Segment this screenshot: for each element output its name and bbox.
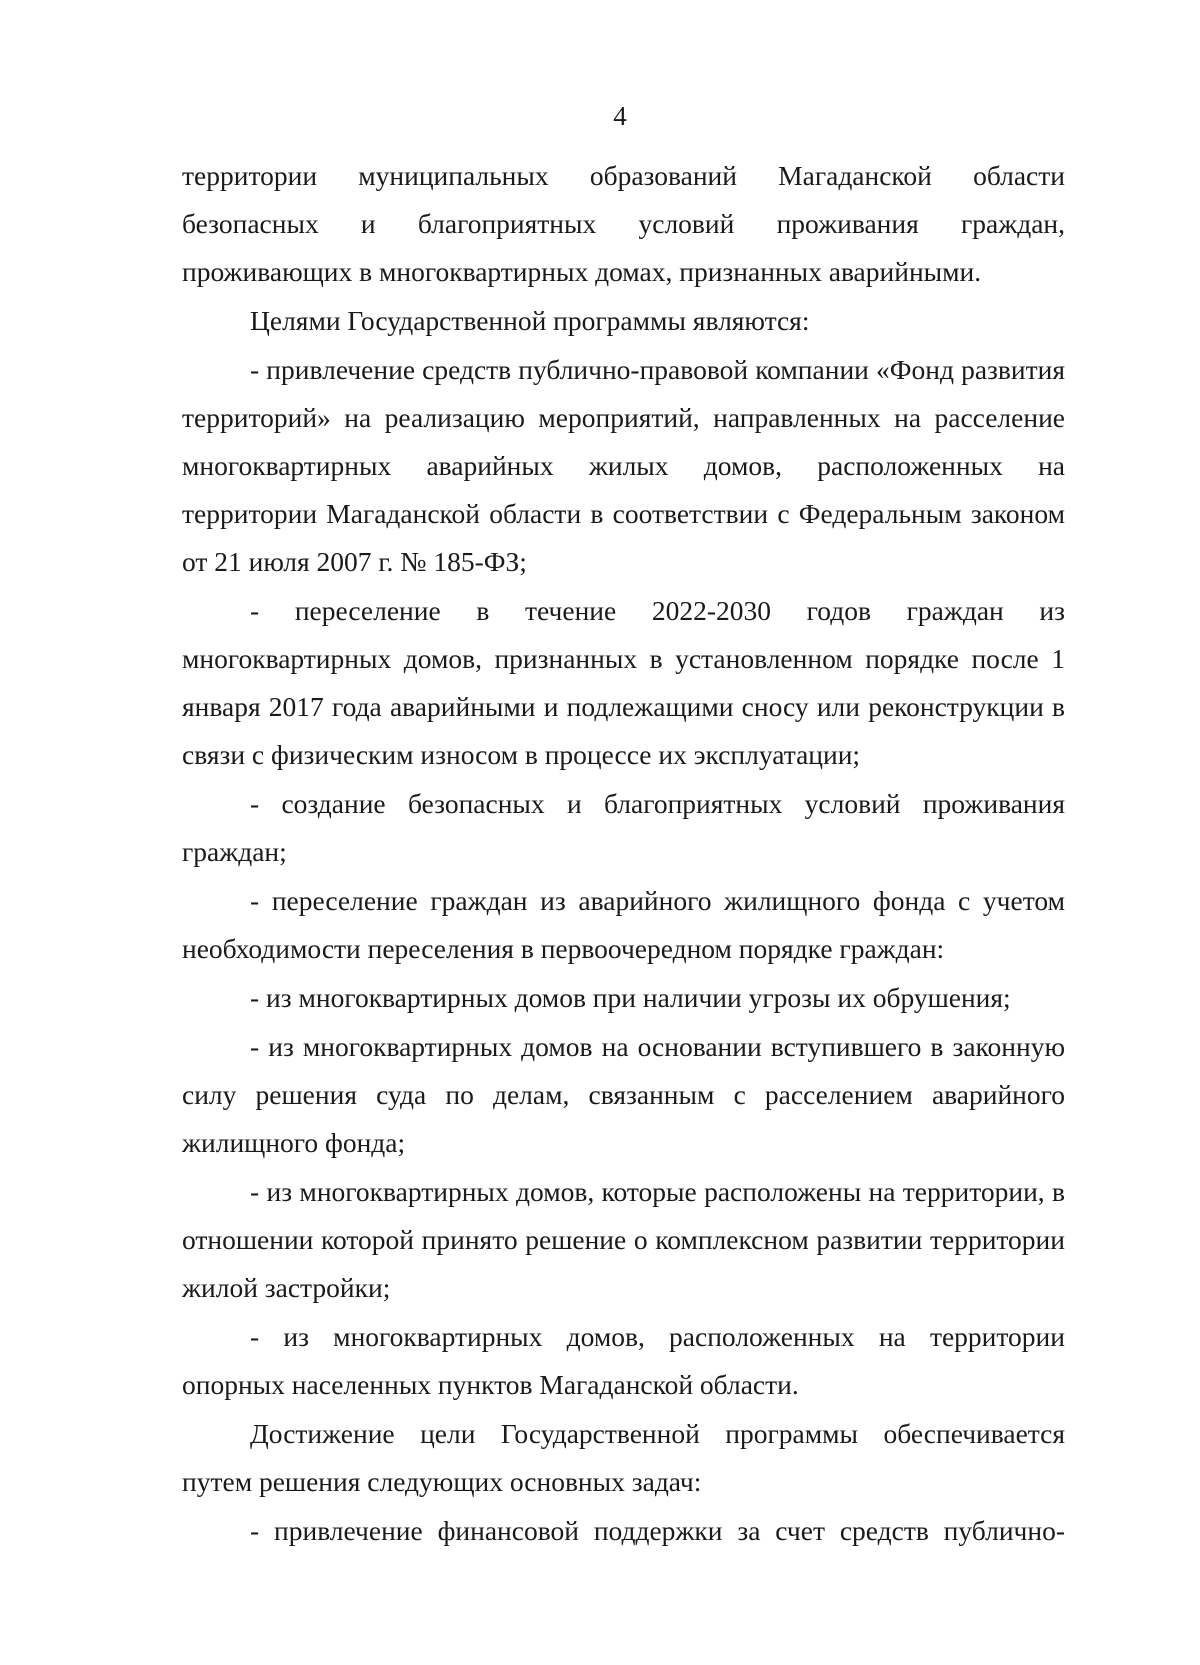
paragraph-task-financial-support: - привлечение финансовой поддержки за счет средств публично- [250, 1515, 1065, 1546]
list-item-complex-development: - из многоквартирных домов, которые расположены на территории, в отношении которой принято решение о комплексном развитии территории жилой застройки; [182, 1176, 1065, 1303]
paragraph-goal-fund: - привлечение средств публично-правовой компании «Фонд развития территорий» на реализацию мероприятий, направленных на расселение многоквартирных аварийных жилых домов, расположенных на территории Магаданской области в соответствии с Федеральным законом от 21 июля 2007 г. № 185-ФЗ; [182, 354, 1065, 577]
paragraph-goal-resettlement: - переселение в течение 2022-2030 годов граждан из многоквартирных домов, признанных в установленном порядке после 1 января 2017 года аварийными и подлежащими сносу или реконструкции в связи с физическим износом в процессе их эксплуатации; [182, 595, 1065, 770]
paragraph-goals-heading: Целями Государственной программы являются: [250, 305, 810, 336]
document-body [182, 152, 1065, 1556]
paragraph-goal-conditions: - создание безопасных и благоприятных условий проживания граждан; [182, 788, 1065, 867]
paragraph-continuation: территории муниципальных образований Магаданской области безопасных и благоприятных условий проживания граждан, проживающих в многоквартирных домах, признанных аварийными. [182, 160, 1065, 287]
list-item-support-settlements: - из многоквартирных домов, расположенных на территории опорных населенных пунктов Магаданской области. [182, 1321, 1065, 1400]
list-item-collapse-threat: - из многоквартирных домов при наличии угрозы их обрушения; [250, 982, 1011, 1013]
page-number: 4 [613, 101, 627, 131]
paragraph-tasks-heading: Достижение цели Государственной программы обеспечивается путем решения следующих основных задач: [182, 1418, 1065, 1497]
paragraph-goal-priority: - переселение граждан из аварийного жилищного фонда с учетом необходимости переселения в первоочередном порядке граждан: [182, 885, 1065, 964]
list-item-court-decision: - из многоквартирных домов на основании вступившего в законную силу решения суда по делам, связанным с расселением аварийного жилищного фонда; [182, 1031, 1065, 1158]
